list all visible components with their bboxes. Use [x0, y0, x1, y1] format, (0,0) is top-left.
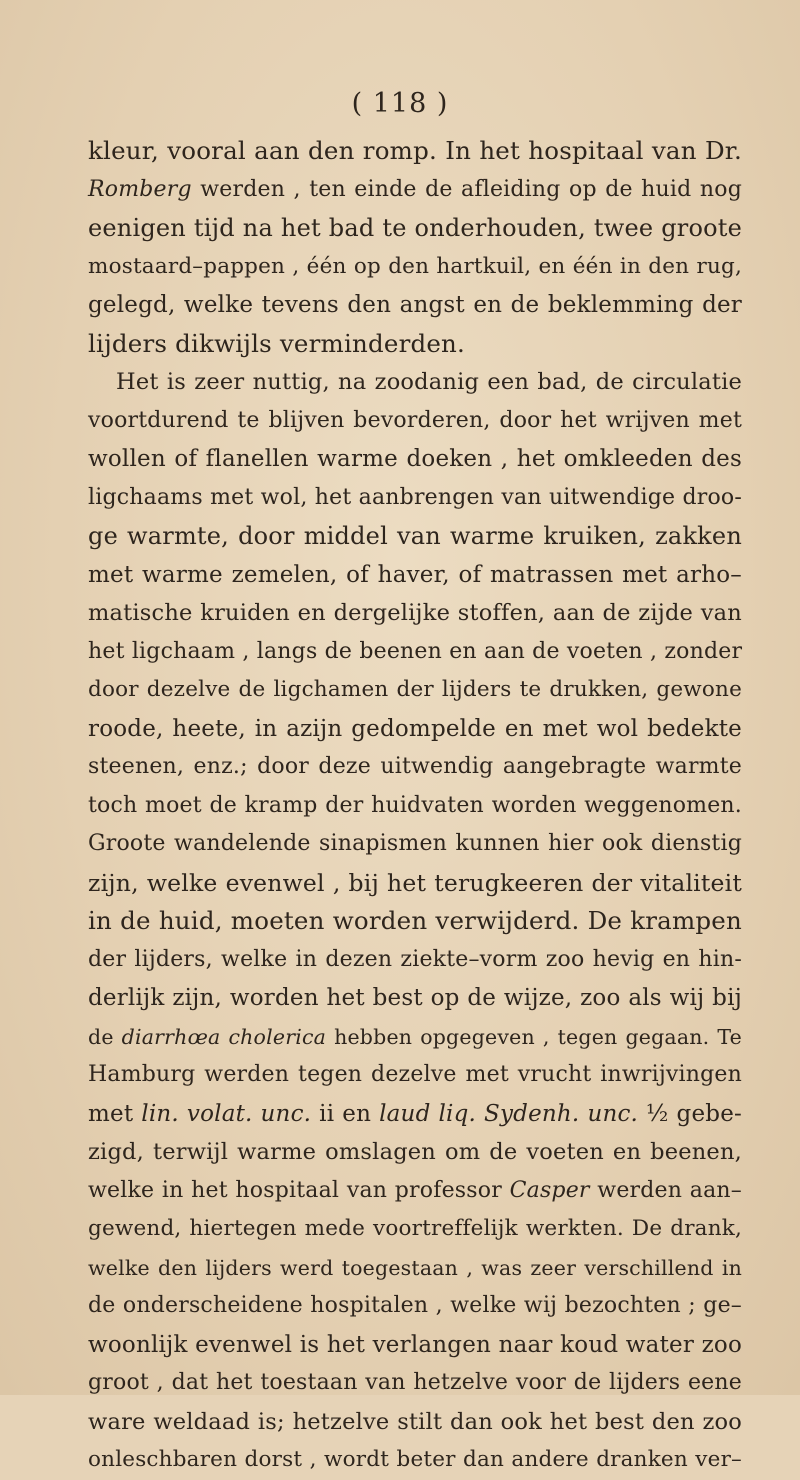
- text-line: [88, 671, 742, 710]
- text-segment: der lijders, welke in dezen ziekte–vorm zoo hevig en hin-: [88, 946, 742, 972]
- text-segment: mostaard–pappen , één op den hartkuil, en één in den rug,: [88, 253, 742, 279]
- text-segment: onleschbaren dorst , wordt beter dan andere dranken ver–: [88, 1447, 742, 1472]
- text-line: [88, 1326, 742, 1365]
- text-line: [88, 286, 742, 325]
- italic-text: diarrhœa cholerica: [121, 1024, 327, 1049]
- text-segment: matische kruiden en dergelijke stoffen, aan de zijde van: [88, 600, 742, 626]
- text-line: [88, 710, 742, 749]
- text-line: [88, 1172, 742, 1211]
- text-line: [88, 325, 742, 364]
- text-line: [88, 594, 742, 633]
- text-line: [88, 1210, 742, 1249]
- text-segment: lijders dikwijls verminderden.: [88, 328, 466, 358]
- text-line: [88, 1018, 742, 1057]
- text-segment: de onderscheidene hospitalen , welke wij bezochten ; ge–: [88, 1293, 742, 1318]
- text-line: [88, 402, 742, 441]
- text-segment: ii en: [311, 1100, 380, 1127]
- text-segment: voortdurend te blijven bevorderen, door het wrijven met: [88, 407, 742, 433]
- text-segment: ware weldaad is; hetzelve stilt dan ook het best den zoo: [88, 1408, 742, 1435]
- text-segment: wollen of flanellen warme doeken , het omkleeden des: [88, 446, 742, 472]
- italic-text: Romberg: [88, 176, 192, 202]
- italic-text: laud liq. Sydenh. unc.: [379, 1100, 639, 1127]
- text-line: [88, 1441, 742, 1480]
- text-line: [88, 787, 742, 826]
- text-segment: Groote wandelende sinapismen kunnen hier ook dienstig: [88, 831, 742, 856]
- text-line: [88, 1287, 742, 1326]
- text-line: [88, 1249, 742, 1288]
- page-number: ( 118 ): [351, 88, 449, 119]
- text-line: [88, 1364, 742, 1403]
- text-segment: ge warmte, door middel van warme kruiken, zakken: [88, 522, 742, 550]
- text-line: [88, 633, 742, 672]
- text-segment: derlijk zijn, worden het best op de wijze, zoo als wij bij: [88, 985, 742, 1011]
- text-line: [88, 825, 742, 864]
- text-segment: het ligchaam , langs de beenen en aan de voeten , zonder: [88, 638, 743, 664]
- text-segment: met: [88, 1100, 142, 1127]
- text-line: [88, 209, 742, 248]
- text-line: [88, 248, 742, 287]
- text-segment: gelegd, welke tevens den angst en de beklemming der: [88, 292, 742, 318]
- text-line: [88, 1133, 742, 1172]
- text-segment: woonlijk evenwel is het verlangen naar koud water zoo: [88, 1331, 742, 1358]
- text-segment: ½ gebe-: [638, 1100, 742, 1127]
- text-segment: hebben opgegeven , tegen gegaan. Te: [326, 1024, 743, 1049]
- text-line: [88, 864, 742, 903]
- text-line: [88, 1403, 742, 1442]
- text-segment: welke in het hospitaal van professor: [88, 1177, 510, 1203]
- text-segment: door dezelve de ligchamen der lijders te drukken, gewone: [88, 677, 742, 702]
- text-segment: in de huid, moeten worden verwijderd. De krampen: [88, 906, 742, 935]
- text-segment: zigd, terwijl warme omslagen om de voeten en beenen,: [88, 1139, 742, 1165]
- text-line: [88, 171, 742, 210]
- text-line: [88, 440, 742, 479]
- text-segment: Het is zeer nuttig, na zoodanig een bad, de circulatie: [116, 369, 742, 395]
- text-segment: Hamburg werden tegen dezelve met vrucht inwrijvingen: [88, 1062, 742, 1087]
- text-segment: welke den lijders werd toegestaan , was zeer verschillend in: [88, 1255, 742, 1280]
- text-line: [88, 748, 742, 787]
- text-segment: zijn, welke evenwel , bij het terugkeeren der vitaliteit: [88, 868, 742, 897]
- body-text: [88, 132, 742, 1480]
- text-segment: groot , dat het toestaan van hetzelve voor de lijders eene: [88, 1370, 742, 1395]
- text-line: [88, 1056, 742, 1095]
- text-line: [88, 556, 742, 595]
- text-segment: toch moet de kramp der huidvaten worden weggenomen.: [88, 792, 742, 818]
- text-line: [88, 132, 742, 171]
- text-line: [88, 941, 742, 980]
- italic-text: lin. volat. unc.: [141, 1100, 312, 1127]
- text-line: [88, 902, 742, 941]
- text-segment: gewend, hiertegen mede voortreffelijk werkten. De drank,: [88, 1216, 742, 1241]
- text-line: [88, 979, 742, 1018]
- text-line: [88, 517, 742, 556]
- text-segment: roode, heete, in azijn gedompelde en met wol bedekte: [88, 715, 742, 742]
- text-segment: eenigen tijd na het bad te onderhouden, twee groote: [88, 214, 742, 242]
- text-line: [88, 479, 742, 518]
- text-segment: met warme zemelen, of haver, of matrassen met arho–: [88, 561, 742, 588]
- text-segment: werden aan–: [589, 1177, 743, 1203]
- text-line: [88, 1095, 742, 1134]
- text-segment: kleur, vooral aan den romp. In het hospitaal van Dr.: [88, 136, 742, 165]
- text-segment: steenen, enz.; door deze uitwendig aangebragte warmte: [88, 754, 742, 779]
- text-segment: ligchaams met wol, het aanbrengen van uitwendige droo-: [88, 484, 742, 510]
- text-segment: de: [88, 1024, 122, 1049]
- italic-text: Casper: [509, 1177, 590, 1203]
- text-line: [88, 363, 742, 402]
- text-segment: werden , ten einde de afleiding op de huid nog: [191, 176, 742, 202]
